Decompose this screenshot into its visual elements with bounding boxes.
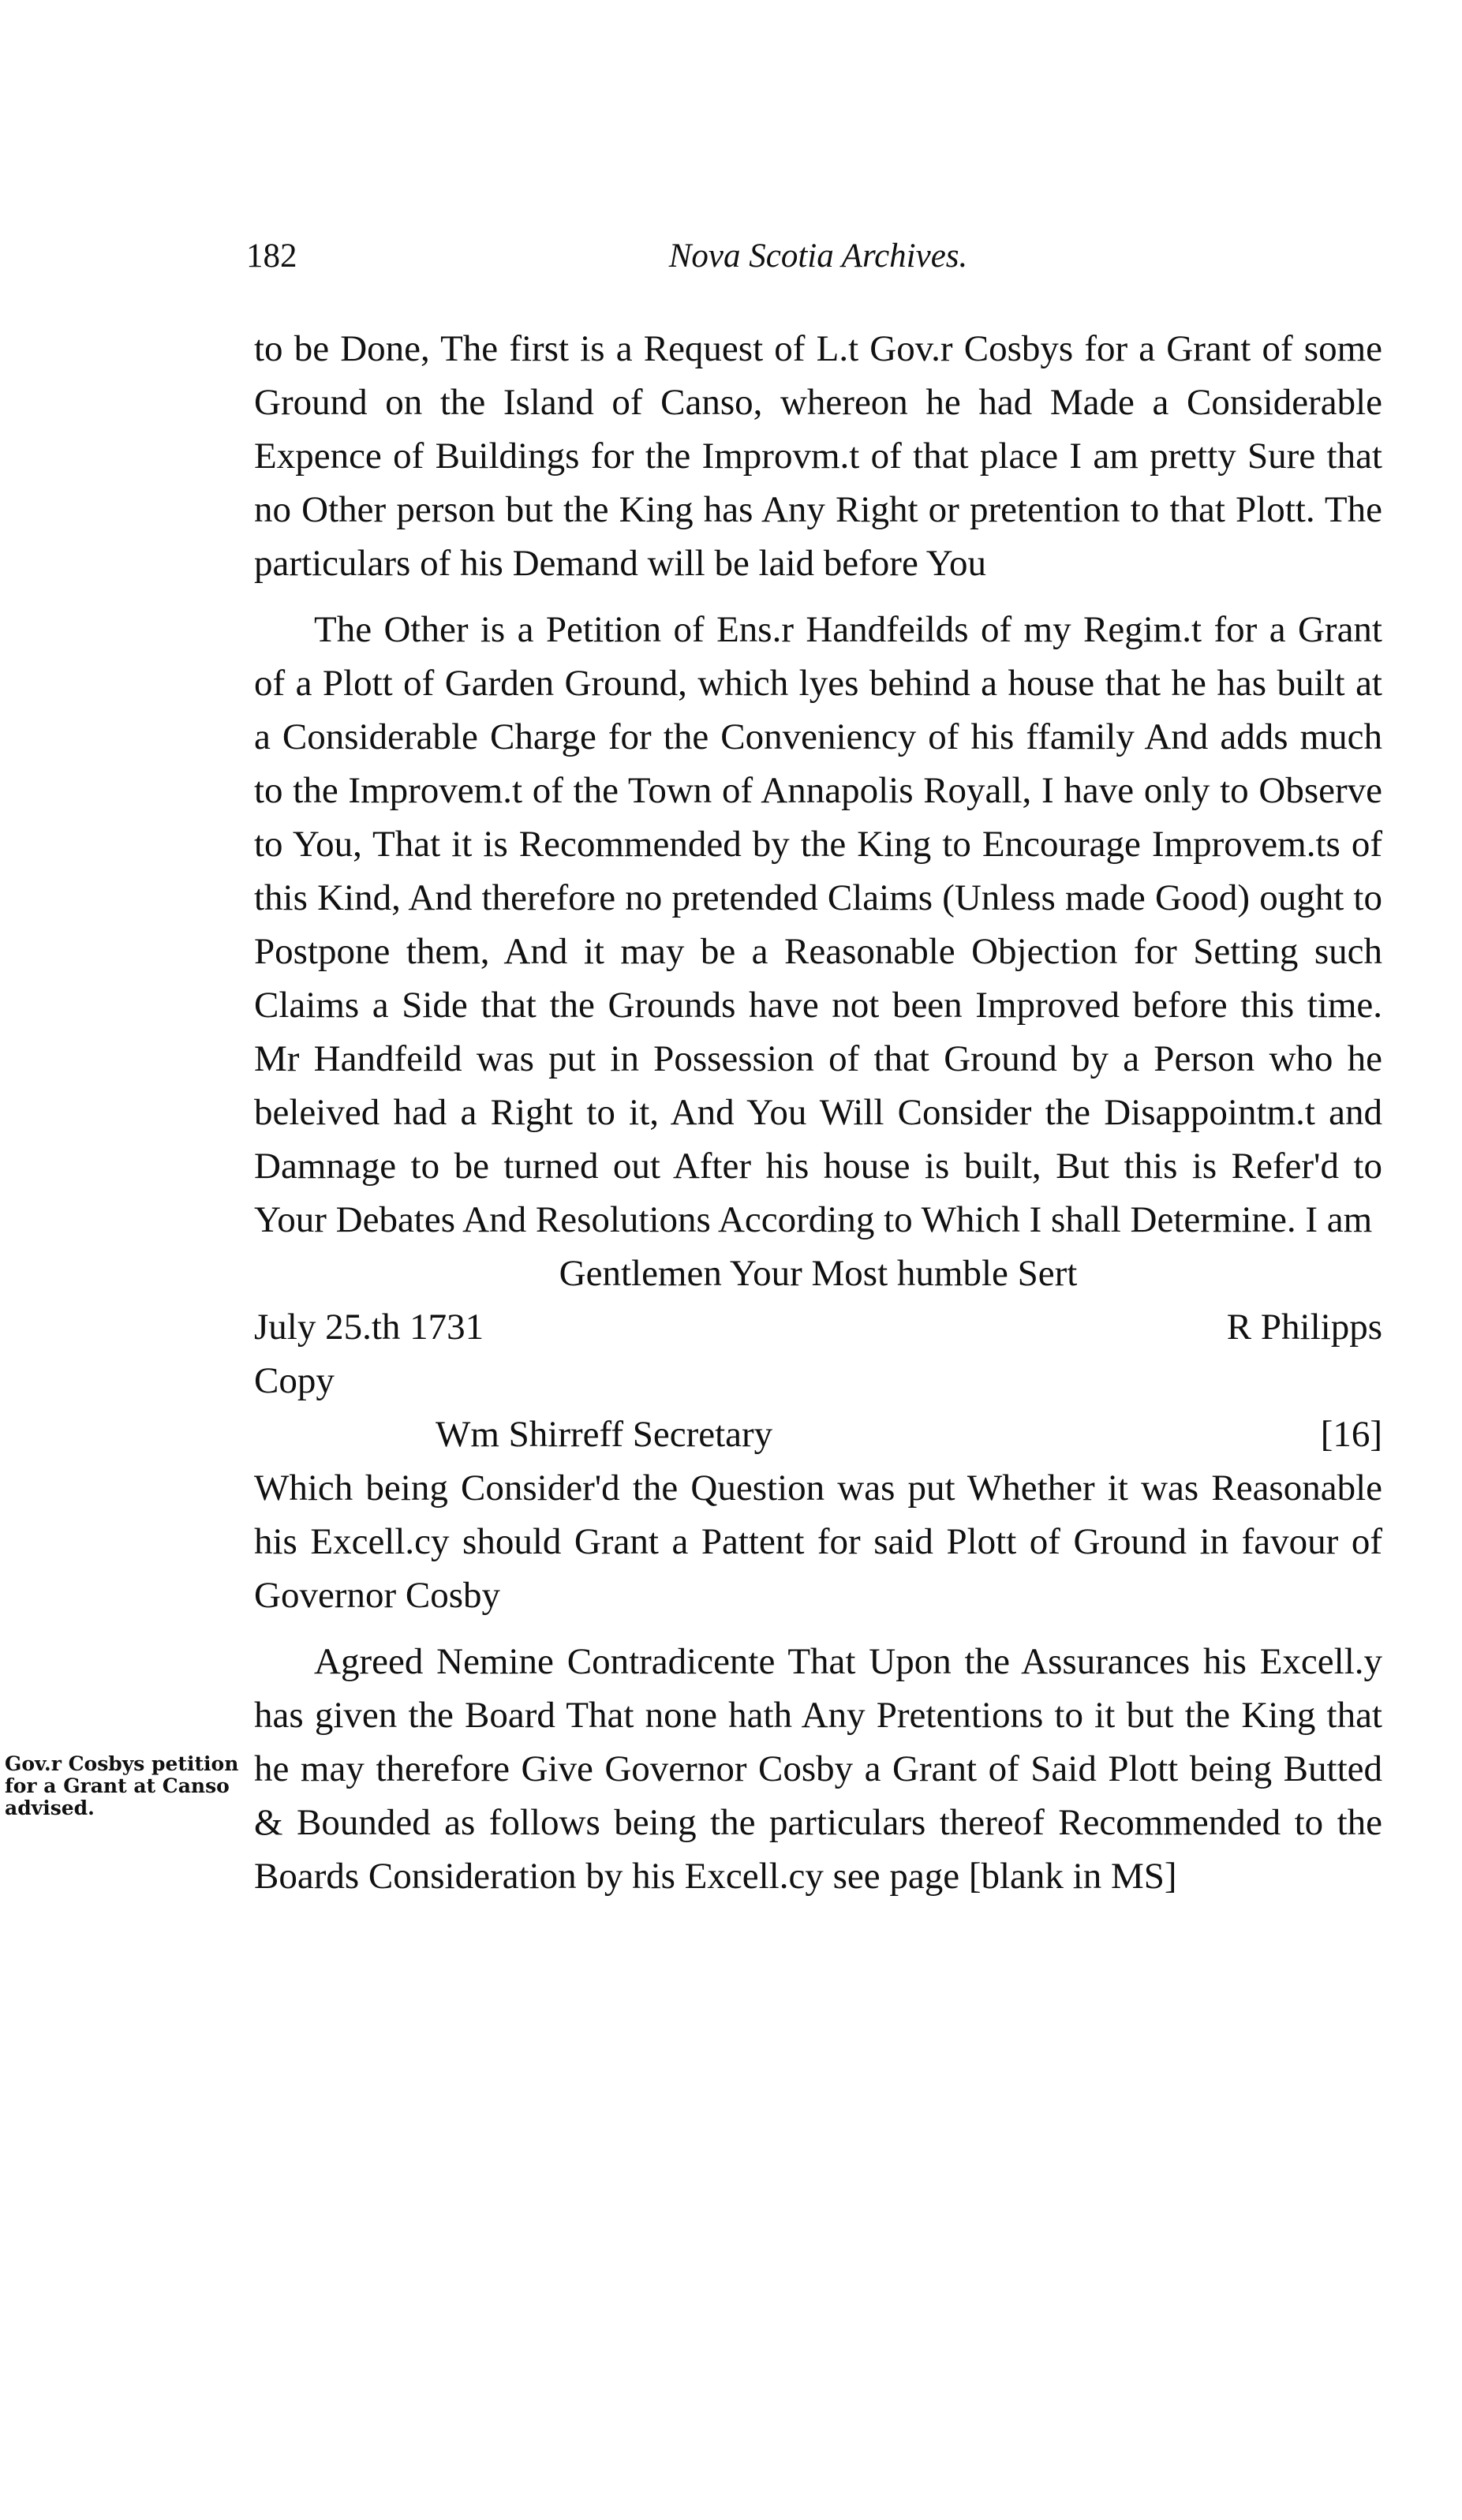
body-text [254,322,1382,1903]
folio-number: [16] [1320,1414,1382,1455]
date-signature-row [254,1300,1382,1354]
page-header [246,237,1390,284]
margin-note: Gov.r Cosbys petition for a Grant at Canso advised. [5,1752,239,1819]
running-title: Nova Scotia Archives. [668,237,968,275]
signature: R Philipps [1226,1307,1382,1348]
paragraph-2: The Other is a Petition of Ens.r Handfeilds of my Regim.t for a Grant of a Plott of Garden Ground, which lyes behind a house that he has built at a Considerable Charge for the Conveniency of his ffamily And adds much to the Improvem.t of the Town of Annapolis Royall, I have only to Observe to You, That it is Recommended by the King to Encourage Improvem.ts of this Kind, And therefore no pretended Claims (Unless made Good) ought to Postpone them, And it may be a Reasonable Objection for Setting such Claims a Side that the Grounds have not been Improved before this time. Mr Handfeild was put in Possession of that Ground by a Person who he beleived had a Right to it, And You Will Consider the Disappointm.t and Damnage to be turned out After his house is built, But this is Refer'd to Your Debates And Resolutions According to Which I shall Determine. I am [254,609,1382,1240]
letter-date: July 25.th 1731 [254,1307,484,1348]
secretary-row [254,1408,1382,1461]
copy-label: Copy [254,1360,335,1401]
closing-line: Gentlemen Your Most humble Sert [559,1253,1078,1294]
paragraph-3: Which being Consider'd the Question was put Whether it was Reasonable his Excell.cy should Grant a Pattent for said Plott of Ground in favour of Governor Cosby [254,1468,1382,1616]
paragraph-1: to be Done, The first is a Request of L.t Gov.r Cosbys for a Grant of some Ground on the Island of Canso, whereon he had Made a Considerable Expence of Buildings for the Improvm.t of that place I am pretty Sure that no Other person but the King has Any Right or pretention to that Plott. The particulars of his Demand will be laid before You [254,328,1382,584]
page-number: 182 [246,237,297,275]
secretary-line: Wm Shirreff Secretary [436,1414,773,1455]
paragraph-4: Agreed Nemine Contradicente That Upon the Assurances his Excell.y has given the Board That none hath Any Pretentions to it but the King that he may therefore Give Governor Cosby a Grant of Said Plott being Butted & Bounded as follows being the particulars thereof Recommended to the Boards Consideration by his Excell.cy see page [blank in MS] [254,1641,1382,1897]
